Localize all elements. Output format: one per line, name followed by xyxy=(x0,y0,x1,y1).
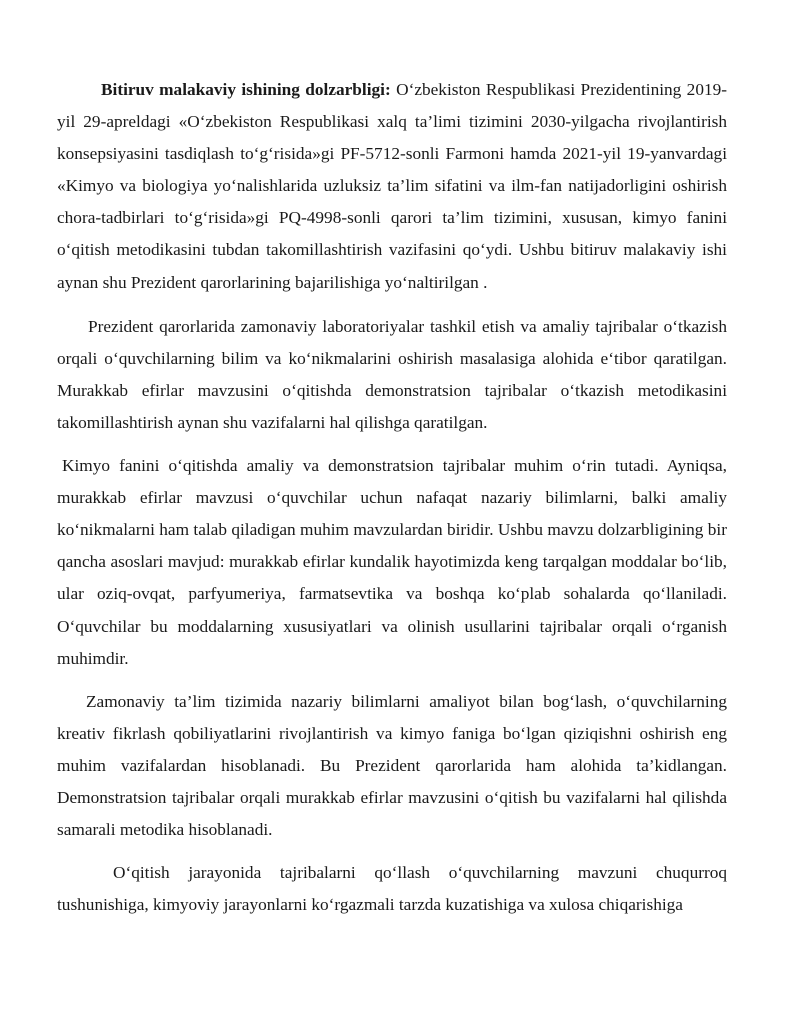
paragraph-text: O‘zbekiston Respublikasi Prezidentining 2019-yil 29-apreldagi «O‘zbekiston Respublikasi xalq ta’limi tizimini 2030-yilgacha rivojlantirish konsepsiyasini tasdiqlash to‘g‘risida»gi PF-5712-sonli Farmoni hamda 2021-yil 19-yanvardagi «Kimyo va biologiya yo‘nalishlarida uzluksiz ta’lim sifatini va ilm-fan natijadorligini oshirish chora-tadbirlari to‘g‘risida»gi PQ-4998-sonli qarori ta’lim tizimini, xususan, kimyo fanini o‘qitish metodikasini tubdan takomillashtirish vazifasini qo‘ydi. Ushbu bitiruv malakaviy ishi aynan shu Prezident qarorlarining bajarilishiga yo‘naltirilgan . xyxy=(57,80,727,292)
paragraph-chemistry-teaching: Kimyo fanini o‘qitishda amaliy va demonstratsion tajribalar muhim o‘rin tutadi. Ayniqsa, murakkab efirlar mavzusi o‘quvchilar uchun nafaqat nazariy bilimlarni, balki amaliy ko‘nikmalarni ham talab qiladigan muhim mavzulardan biridir. Ushbu mavzu dolzarbligining bir qancha asoslari mavjud: murakkab efirlar kundalik hayotimizda keng tarqalgan moddalar bo‘lib, ular oziq-ovqat, parfyumeriya, farmatsevtika va boshqa ko‘plab sohalarda qo‘llaniladi. O‘quvchilar bu moddalarning xususiyatlari va olinish usullarini tajribalar orqali o‘rganish muhimdir. xyxy=(57,456,727,668)
paragraph-lead-heading: Bitiruv malakaviy ishining dolzarbligi: xyxy=(101,80,391,99)
paragraph-relevance xyxy=(57,74,727,299)
paragraph-teaching-process: O‘qitish jarayonida tajribalarni qo‘llash o‘quvchilarning mavzuni chuqurroq tushunishiga, kimyoviy jarayonlarni ko‘rgazmali tarzda kuzatishiga va xulosa chiqarishiga xyxy=(57,863,727,915)
paragraph-modern-education: Zamonaviy ta’lim tizimida nazariy bilimlarni amaliyot bilan bog‘lash, o‘quvchilarning kreativ fikrlash qobiliyatlarini rivojlantirish va kimyo faniga bo‘lgan qiziqishni oshirish eng muhim vazifalardan hisoblanadi. Bu Prezident qarorlarida ham alohida ta’kidlangan. Demonstratsion tajribalar orqali murakkab efirlar mavzusini o‘qitish bu vazifalarni hal qilishda samarali metodika hisoblanadi. xyxy=(57,691,727,840)
paragraph-presidential-decisions: Prezident qarorlarida zamonaviy laboratoriyalar tashkil etish va amaliy tajribalar o‘tkazish orqali o‘quvchilarning bilim va ko‘nikmalarini oshirish masalasiga alohida e‘tibor qaratilgan. Murakkab efirlar mavzusini o‘qitishda demonstratsion tajribalar o‘tkazish metodikasini takomillashtirish aynan shu vazifalarni hal qilishga qaratilgan. xyxy=(57,316,727,432)
document-page xyxy=(57,74,727,921)
